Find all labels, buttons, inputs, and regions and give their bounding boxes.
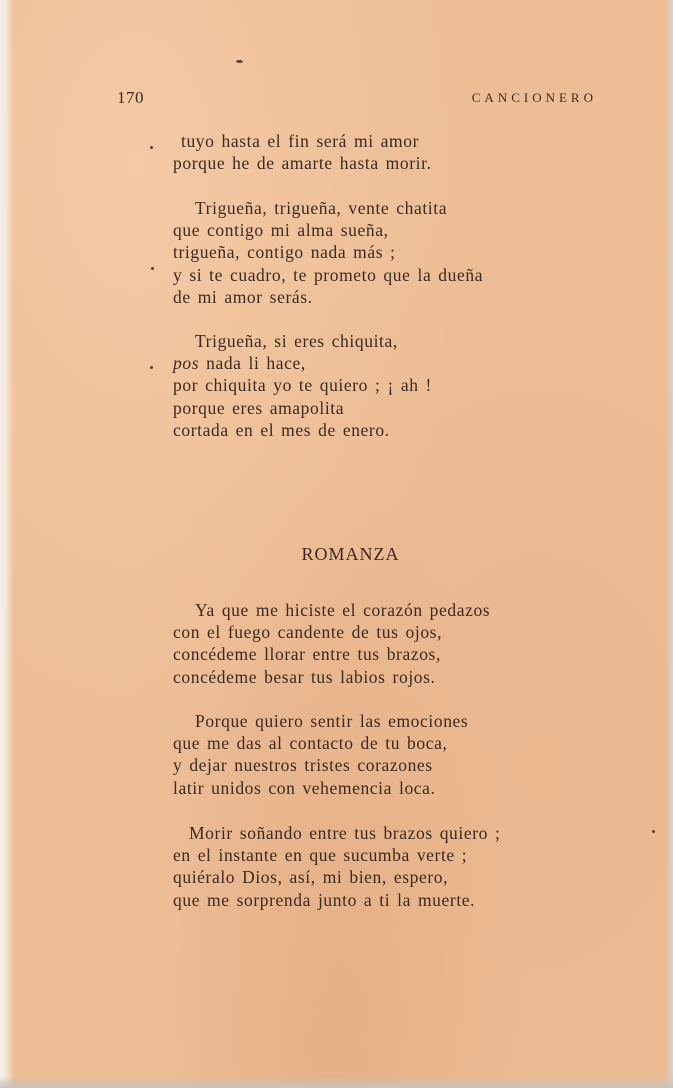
verse-line: quiéralo Dios, así, mi bien, espero, [173, 867, 449, 888]
verse-line: latir unidos con vehemencia loca. [173, 777, 436, 798]
verse-line: Morir soñando entre tus brazos quiero ; [189, 823, 501, 843]
verse-line [173, 352, 432, 374]
verse-line: cortada en el mes de enero. [173, 419, 390, 440]
stanza [173, 599, 490, 688]
verse-line: en el instante en que sucumba verte ; [173, 845, 468, 866]
verse-line: tuyo hasta el fin será mi amor [181, 131, 419, 151]
page-edge-bottom [0, 1076, 673, 1088]
stanza [173, 197, 483, 308]
verse-line: porque eres amapolita [173, 397, 345, 418]
ink-speck [236, 60, 243, 63]
verse-line: y dejar nuestros tristes corazones [173, 755, 433, 776]
verse-line: de mi amor serás. [173, 286, 313, 307]
verse-line: concédeme llorar entre tus brazos, [173, 644, 441, 665]
ink-speck [151, 267, 154, 270]
ink-speck [150, 366, 153, 369]
verse-line: y si te cuadro, te prometo que la dueña [173, 264, 484, 285]
verse-line: trigueña, contigo nada más ; [173, 242, 396, 263]
ink-speck [150, 146, 153, 149]
verse-line: que me das al contacto de tu boca, [173, 733, 448, 754]
stanza [173, 822, 500, 911]
section-title: ROMANZA [301, 544, 400, 564]
verse-line: por chiquita yo te quiero ; ¡ ah ! [173, 375, 432, 396]
verse-line: que me sorprenda junto a ti la muerte. [173, 889, 476, 910]
verse-line: Trigueña, trigueña, vente chatita [195, 198, 448, 218]
page-number: 170 [117, 88, 144, 107]
verse-line-rest: nada li hace, [206, 353, 306, 374]
verse-line: que contigo mi alma sueña, [173, 220, 389, 241]
running-head: CANCIONERO [471, 90, 597, 105]
stanza [173, 330, 432, 441]
stanza [173, 710, 468, 799]
verse-line: Porque quiero sentir las emociones [195, 711, 469, 731]
page-header [0, 88, 673, 110]
verse-line: Ya que me hiciste el corazón pedazos [195, 600, 491, 620]
verse-line: Trigueña, si eres chiquita, [195, 331, 398, 351]
verse-line: con el fuego candente de tus ojos, [173, 622, 443, 643]
italic-word: pos [173, 353, 200, 374]
verse-line: porque he de amarte hasta morir. [173, 153, 432, 174]
ink-speck [652, 830, 655, 833]
stanza [173, 130, 432, 174]
verse-line: concédeme besar tus labios rojos. [173, 666, 436, 687]
